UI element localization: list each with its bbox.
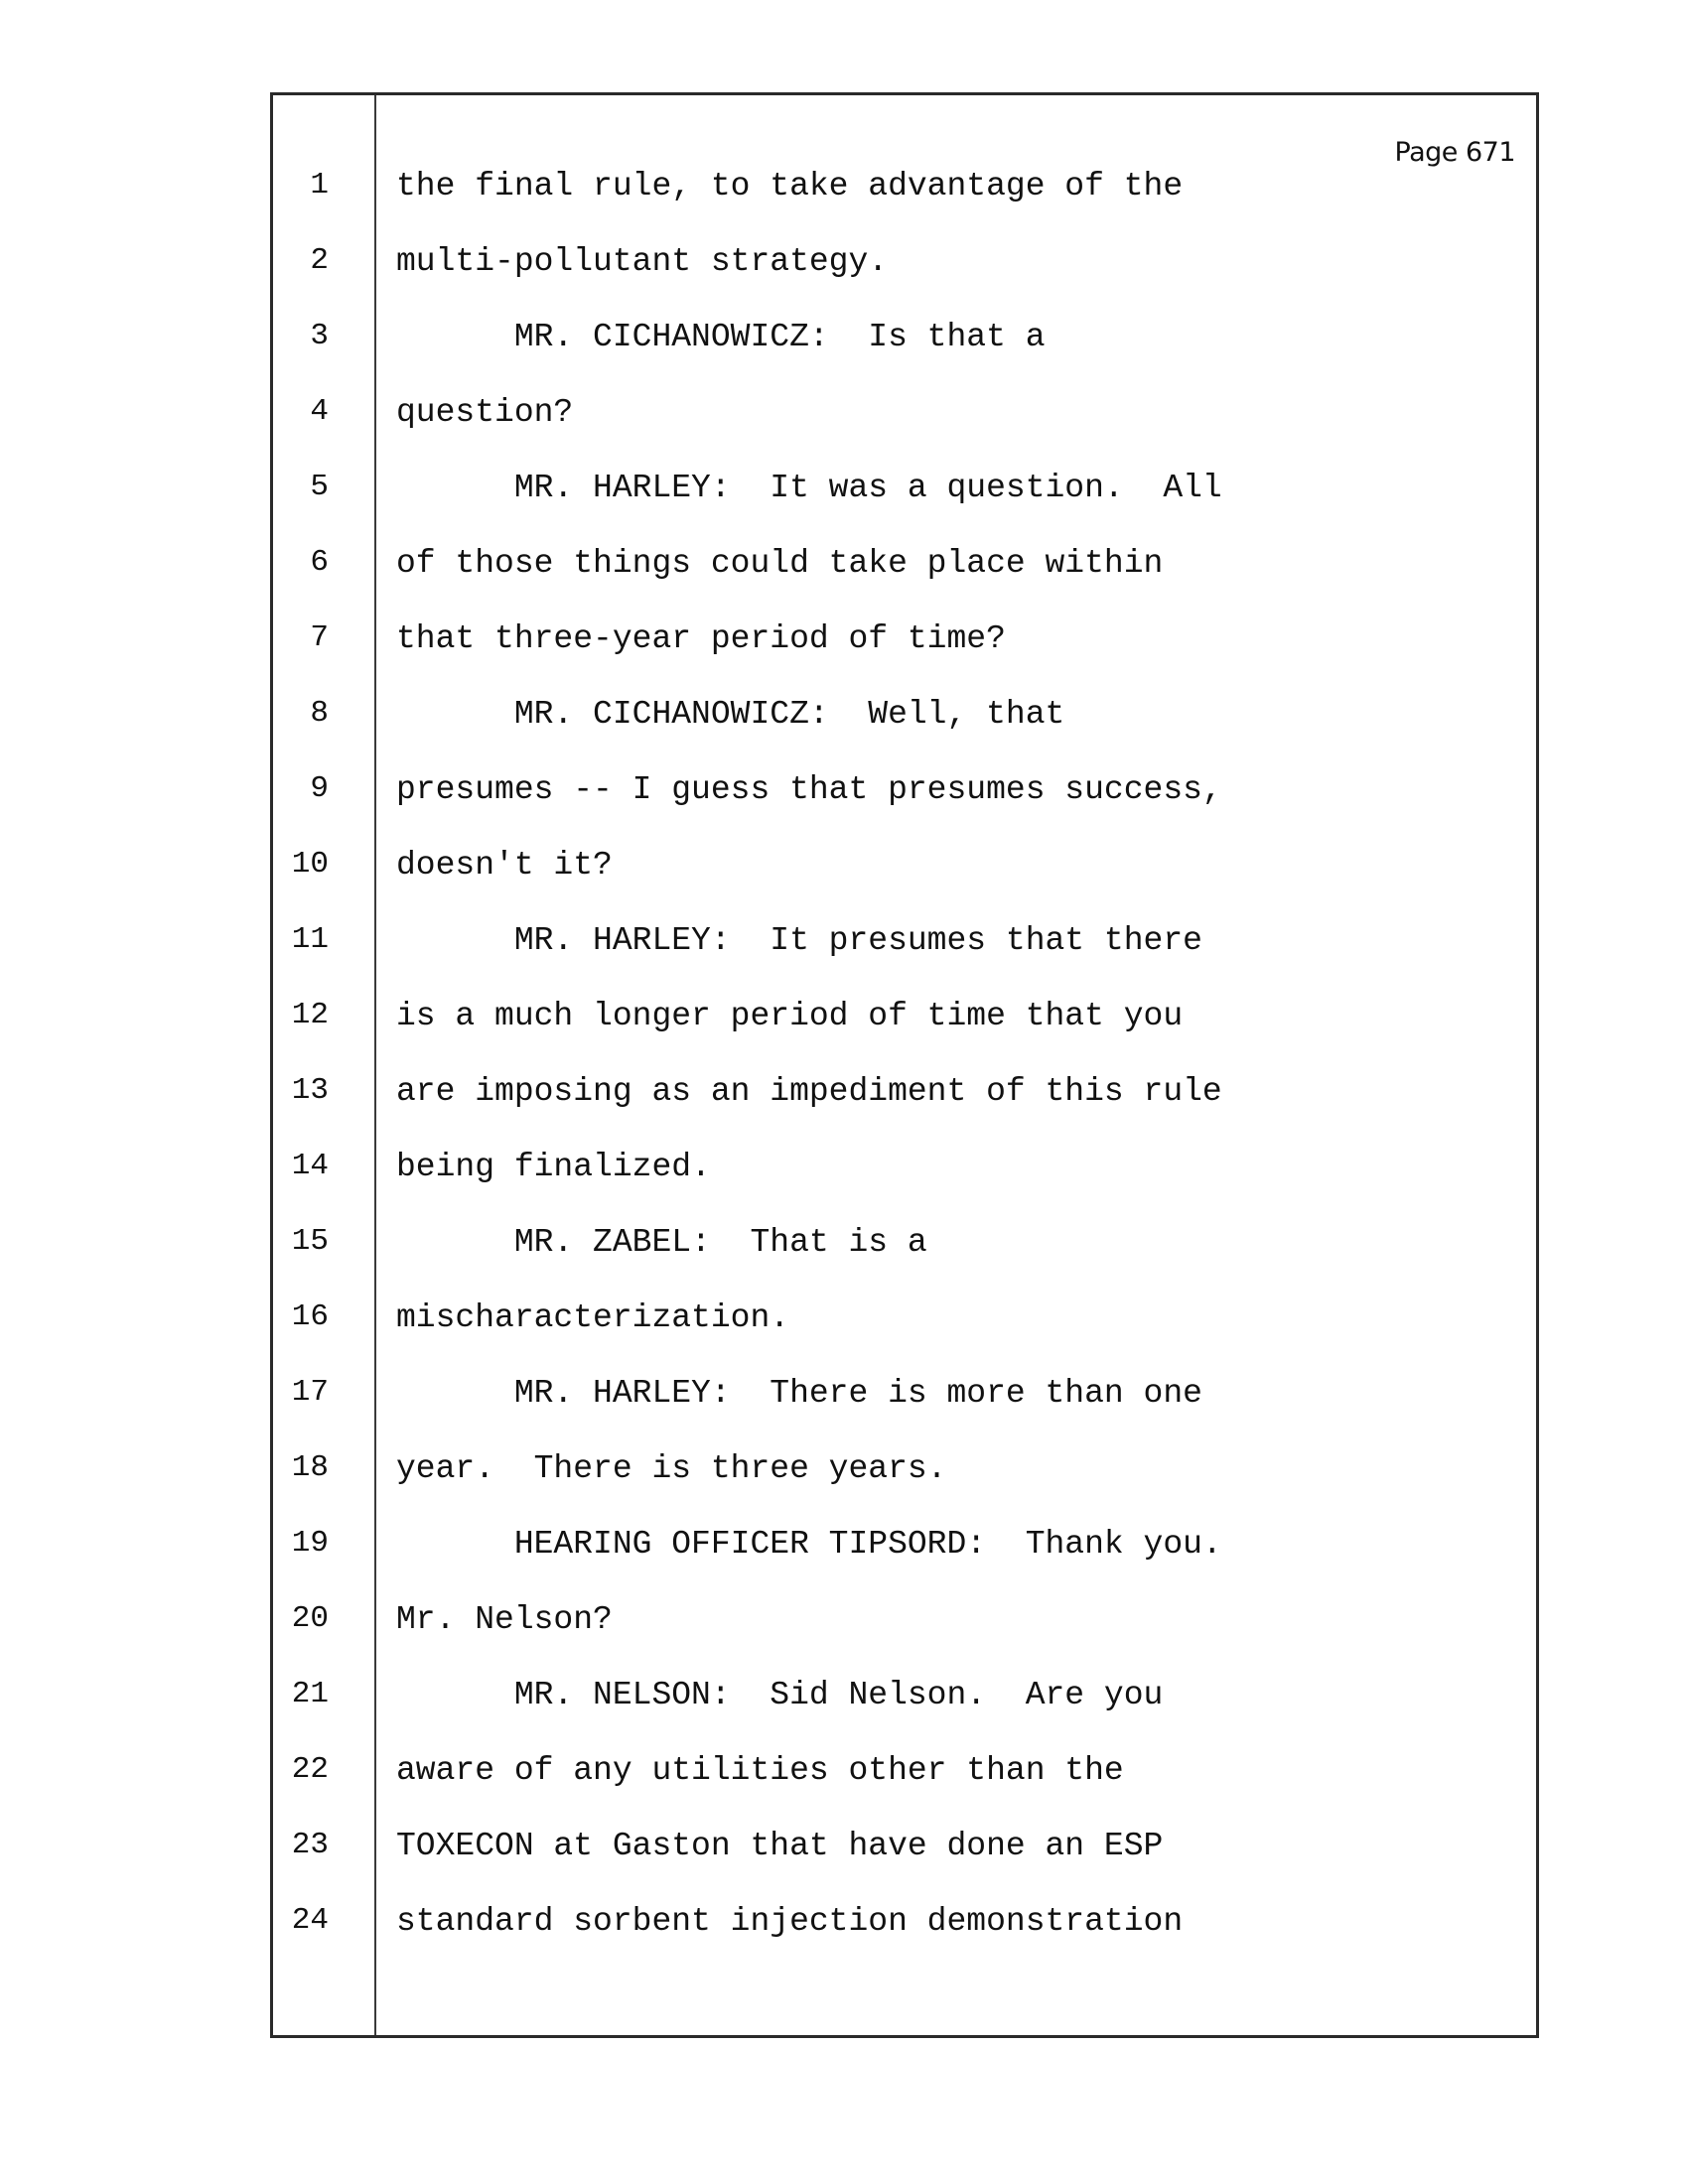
transcript-line — [0, 696, 1684, 736]
line-number-rule — [374, 95, 376, 2035]
transcript-line — [0, 1601, 1684, 1641]
line-number: 4 — [310, 394, 329, 429]
transcript-line — [0, 545, 1684, 585]
transcript-line — [0, 1224, 1684, 1264]
line-text: the final rule, to take advantage of the — [396, 168, 1184, 205]
line-text: aware of any utilities other than the — [396, 1752, 1124, 1789]
line-number: 2 — [310, 243, 329, 278]
line-number: 20 — [291, 1601, 329, 1636]
transcript-line — [0, 1752, 1684, 1792]
transcript-line — [0, 1375, 1684, 1415]
line-text: doesn't it? — [396, 847, 613, 884]
page-number: Page 671 — [1394, 137, 1515, 168]
transcript-line — [0, 1828, 1684, 1867]
line-number: 16 — [291, 1299, 329, 1334]
transcript-line — [0, 1526, 1684, 1566]
transcript-line — [0, 168, 1684, 207]
transcript-line — [0, 620, 1684, 660]
line-text: mischaracterization. — [396, 1299, 790, 1336]
line-text: multi-pollutant strategy. — [396, 243, 889, 280]
line-text: Mr. Nelson? — [396, 1601, 613, 1638]
transcript-line — [0, 1299, 1684, 1339]
transcript-line — [0, 1149, 1684, 1188]
line-number: 17 — [291, 1375, 329, 1410]
line-number: 14 — [291, 1149, 329, 1183]
transcript-line — [0, 1903, 1684, 1943]
line-number: 23 — [291, 1828, 329, 1862]
transcript-line — [0, 394, 1684, 434]
transcript-line — [0, 1450, 1684, 1490]
line-number: 13 — [291, 1073, 329, 1108]
line-text: MR. CICHANOWICZ: Is that a — [396, 319, 1046, 355]
line-text: MR. HARLEY: There is more than one — [396, 1375, 1202, 1412]
line-number: 6 — [310, 545, 329, 580]
line-number: 11 — [291, 922, 329, 957]
transcript-line — [0, 319, 1684, 358]
line-text: being finalized. — [396, 1149, 711, 1185]
line-number: 21 — [291, 1677, 329, 1711]
line-text: TOXECON at Gaston that have done an ESP — [396, 1828, 1164, 1864]
line-text: MR. HARLEY: It presumes that there — [396, 922, 1202, 959]
line-text: question? — [396, 394, 574, 431]
transcript-line — [0, 922, 1684, 962]
line-number: 1 — [310, 168, 329, 203]
line-number: 10 — [291, 847, 329, 882]
line-text: MR. CICHANOWICZ: Well, that — [396, 696, 1065, 733]
line-text: presumes -- I guess that presumes success, — [396, 771, 1222, 808]
line-number: 5 — [310, 470, 329, 504]
line-text: that three-year period of time? — [396, 620, 1006, 657]
line-number: 3 — [310, 319, 329, 353]
line-number: 22 — [291, 1752, 329, 1787]
line-number: 18 — [291, 1450, 329, 1485]
line-text: MR. HARLEY: It was a question. All — [396, 470, 1222, 506]
line-text: is a much longer period of time that you — [396, 998, 1184, 1034]
transcript-line — [0, 243, 1684, 283]
line-number: 19 — [291, 1526, 329, 1561]
transcript-line — [0, 771, 1684, 811]
line-number: 24 — [291, 1903, 329, 1938]
line-text: year. There is three years. — [396, 1450, 947, 1487]
line-number: 9 — [310, 771, 329, 806]
line-text: MR. ZABEL: That is a — [396, 1224, 927, 1261]
transcript-line — [0, 1073, 1684, 1113]
line-number: 12 — [291, 998, 329, 1032]
line-text: HEARING OFFICER TIPSORD: Thank you. — [396, 1526, 1222, 1563]
line-text: are imposing as an impediment of this rule — [396, 1073, 1222, 1110]
transcript-line — [0, 1677, 1684, 1716]
line-text: standard sorbent injection demonstration — [396, 1903, 1184, 1940]
line-text: of those things could take place within — [396, 545, 1164, 582]
line-number: 7 — [310, 620, 329, 655]
transcript-line — [0, 998, 1684, 1037]
page-border — [270, 92, 1539, 2038]
transcript-line — [0, 470, 1684, 509]
line-number: 15 — [291, 1224, 329, 1259]
line-text: MR. NELSON: Sid Nelson. Are you — [396, 1677, 1164, 1713]
line-number: 8 — [310, 696, 329, 731]
transcript-line — [0, 847, 1684, 887]
